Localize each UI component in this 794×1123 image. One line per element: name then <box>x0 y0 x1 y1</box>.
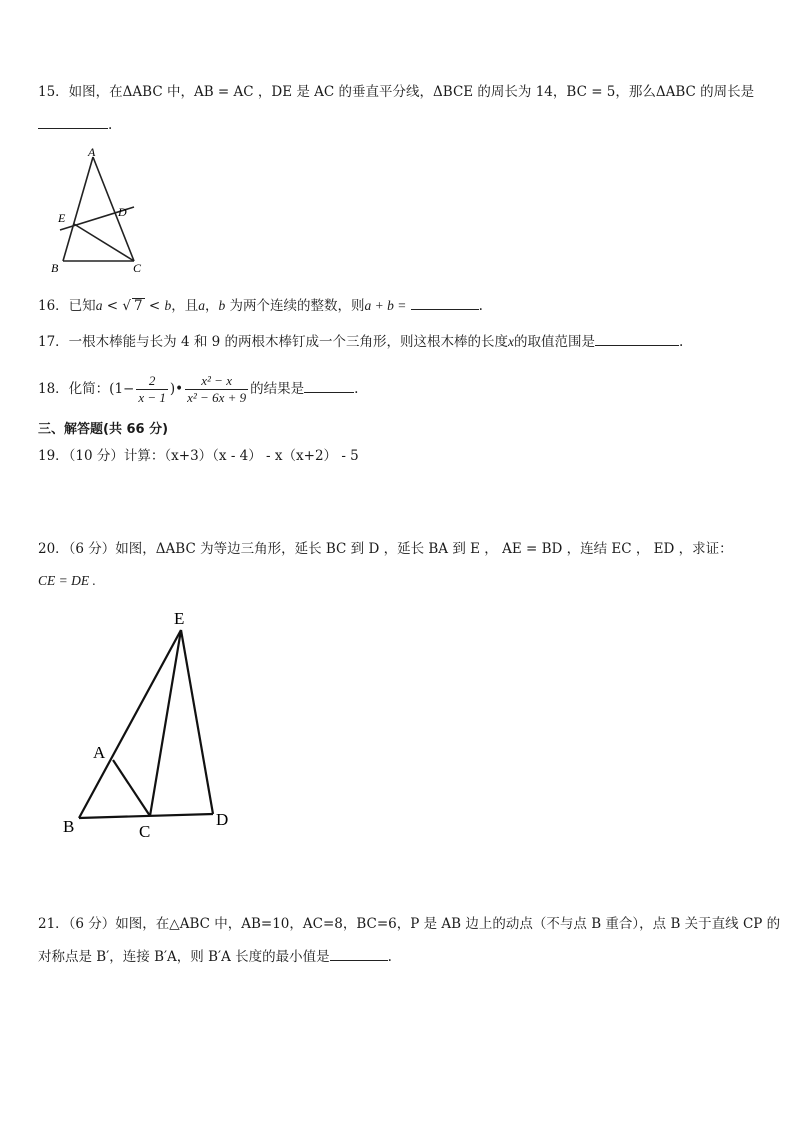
q20-label-d: D <box>216 810 229 829</box>
answer-blank-16[interactable] <box>411 296 479 310</box>
q20-segment-de <box>181 630 213 814</box>
q15-side-ab <box>63 157 93 261</box>
answer-blank-21[interactable] <box>330 947 388 961</box>
q20-label-c: C <box>139 822 151 841</box>
q20-line-bd <box>79 814 213 818</box>
q15-line1: 15．如图，在ΔABC 中，AB = AC ，DE 是 AC 的垂直平分线，ΔBCE 的周长为 14，BC = 5，那么ΔABC 的周长是 <box>38 84 755 100</box>
section-heading: 三、解答题(共 66 分) <box>38 422 169 437</box>
answer-blank-17[interactable] <box>595 332 679 346</box>
answer-blank-15[interactable] <box>38 115 108 129</box>
q20-label-a: A <box>93 743 106 762</box>
q21-line2: 对称点是 B′，连接 B′A，则 B′A 长度的最小值是 . <box>38 949 392 965</box>
q20-label-e: E <box>174 609 185 628</box>
q15-label-c: C <box>133 261 142 275</box>
q16-line: 16．已知a < √ 7 < b，且a，b 为两个连续的整数，则a + b = . <box>38 298 483 314</box>
q20-label-b: B <box>63 817 75 836</box>
q17-line: 17．一根木棒能与长为 4 和 9 的两根木棒钉成一个三角形，则这根木棒的长度x的取值范围是 . <box>38 334 684 350</box>
q18-fraction-1: $\frac{2}{x - 1}$ <box>138 373 166 405</box>
q19-line: 19．（10 分）计算：（x+3）（x - 4） - x（x+2） - 5 <box>38 448 359 464</box>
q18-line: 18．化简：(1− $\frac{2}{x - 1}$ )• $\frac{\text{x² − x}}{\text{x² − 6x + 9}}$ 的结果是 . <box>38 373 359 405</box>
q21-line1: 21．（6 分）如图，在△ABC 中，AB=10，AC=8，BC=6，P 是 AB 边上的动点（不与点 B 重合），点 B 关于直线 CP 的 <box>38 916 781 932</box>
q15-line2: . <box>38 115 112 134</box>
q15-segment-ec <box>74 224 134 261</box>
q20-triangle-figure <box>55 600 245 850</box>
q15-label-d: D <box>118 205 127 219</box>
q20-line2: CE = DE . <box>38 573 96 588</box>
answer-blank-18[interactable] <box>304 379 354 393</box>
q15-label-b: B <box>51 261 59 275</box>
q18-fraction-2: $\frac{\text{x² − x}}{\text{x² − 6x + 9}}$ <box>187 373 247 405</box>
q15-label-a: A <box>88 145 96 159</box>
q20-side-ac <box>113 760 150 816</box>
q15-triangle-figure <box>48 145 158 277</box>
q15-label-e: E <box>58 211 66 225</box>
q20-line1: 20．（6 分）如图，ΔABC 为等边三角形，延长 BC 到 D ，延长 BA 到 E ， AE = BD ，连结 EC ， ED ，求证： <box>38 541 733 557</box>
